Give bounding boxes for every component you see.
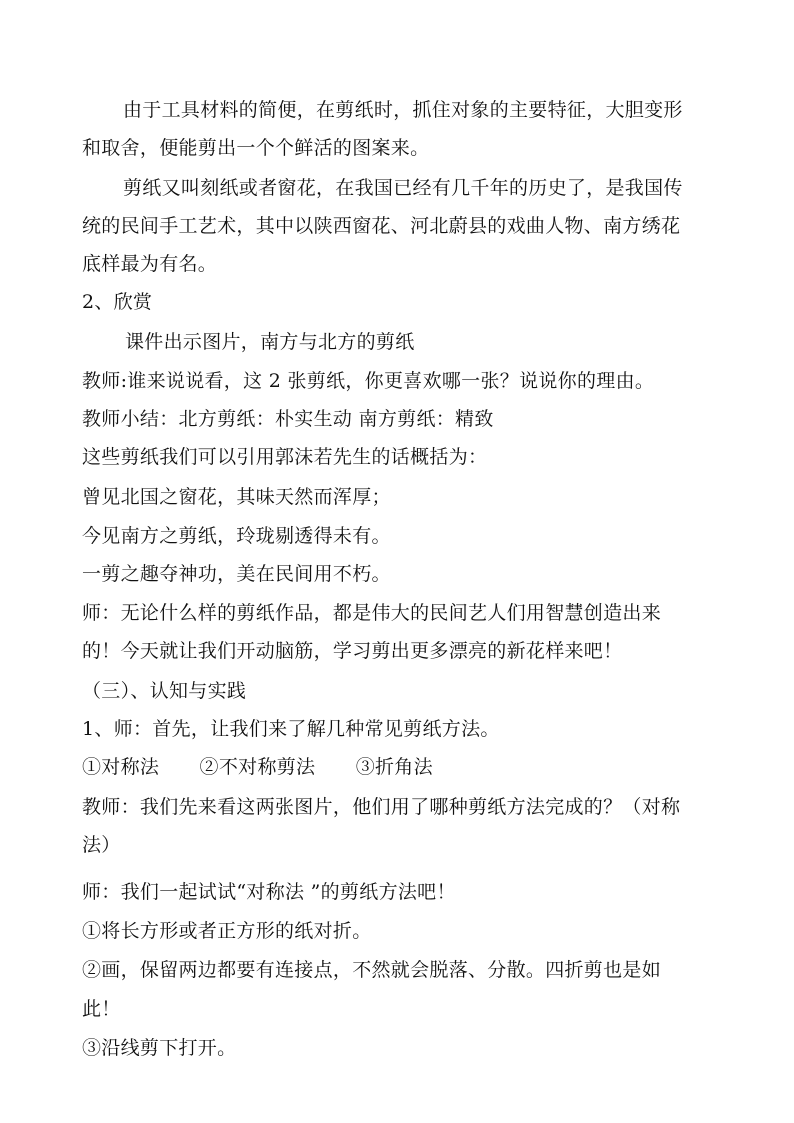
step-line-2: ②画，保留两边都要有连接点，不然就会脱落、分散。四折剪也是如	[82, 959, 662, 981]
paragraph2-line3: 底样最为有名。	[82, 253, 218, 275]
teacher-question2-line2: 法）	[82, 834, 121, 856]
section2-title: 2、欣赏	[82, 291, 153, 313]
method-symmetry: ①对称法	[82, 756, 160, 778]
method-list	[82, 755, 433, 779]
try-symmetry-line: 师：我们一起试试“对称法 ”的剪纸方法吧！	[82, 881, 456, 903]
teacher-statement-line2: 的！今天就让我们开动脑筋，学习剪出更多漂亮的新花样来吧！	[82, 640, 623, 662]
section3-title: （三）、认知与实践	[82, 680, 247, 702]
teacher-summary: 教师小结：北方剪纸：朴实生动 南方剪纸：精致	[82, 408, 494, 430]
courseware-line: 课件出示图片，南方与北方的剪纸	[125, 331, 415, 353]
quote-line-1: 曾见北国之窗花，其味天然而浑厚；	[82, 486, 391, 508]
paragraph1-line2: 和取舍，便能剪出一个个鲜活的图案来。	[82, 137, 430, 159]
method-asymmetry: ②不对称剪法	[199, 756, 316, 778]
teacher-question: 教师:谁来说说看，这 2 张剪纸，你更喜欢哪一张？说说你的理由。	[82, 370, 655, 392]
step-line-4: ③沿线剪下打开。	[82, 1037, 237, 1059]
step-line-3: 此！	[82, 998, 121, 1020]
step1-line: 1、师：首先，让我们来了解几种常见剪纸方法。	[82, 718, 500, 740]
quote-intro: 这些剪纸我们可以引用郭沫若先生的话概括为：	[82, 446, 488, 468]
paragraph2-line1: 剪纸又叫刻纸或者窗花，在我国已经有几千年的历史了，是我国传	[123, 177, 683, 199]
paragraph2-line2: 统的民间手工艺术，其中以陕西窗花、河北蔚县的戏曲人物、南方绣花	[82, 215, 681, 237]
paragraph1-line1: 由于工具材料的简便，在剪纸时，抓住对象的主要特征，大胆变形	[123, 99, 683, 121]
step-line-1: ①将长方形或者正方形的纸对折。	[82, 920, 372, 942]
method-folding-corner: ③折角法	[355, 756, 433, 778]
quote-line-3: 一剪之趣夺神功，美在民间用不朽。	[82, 563, 391, 585]
quote-line-2: 今见南方之剪纸，玲珑剔透得未有。	[82, 525, 391, 547]
teacher-statement-line1: 师：无论什么样的剪纸作品，都是伟大的民间艺人们用智慧创造出来	[82, 602, 662, 624]
teacher-question2-line1: 教师：我们先来看这两张图片，他们用了哪种剪纸方法完成的？（对称	[82, 796, 681, 818]
